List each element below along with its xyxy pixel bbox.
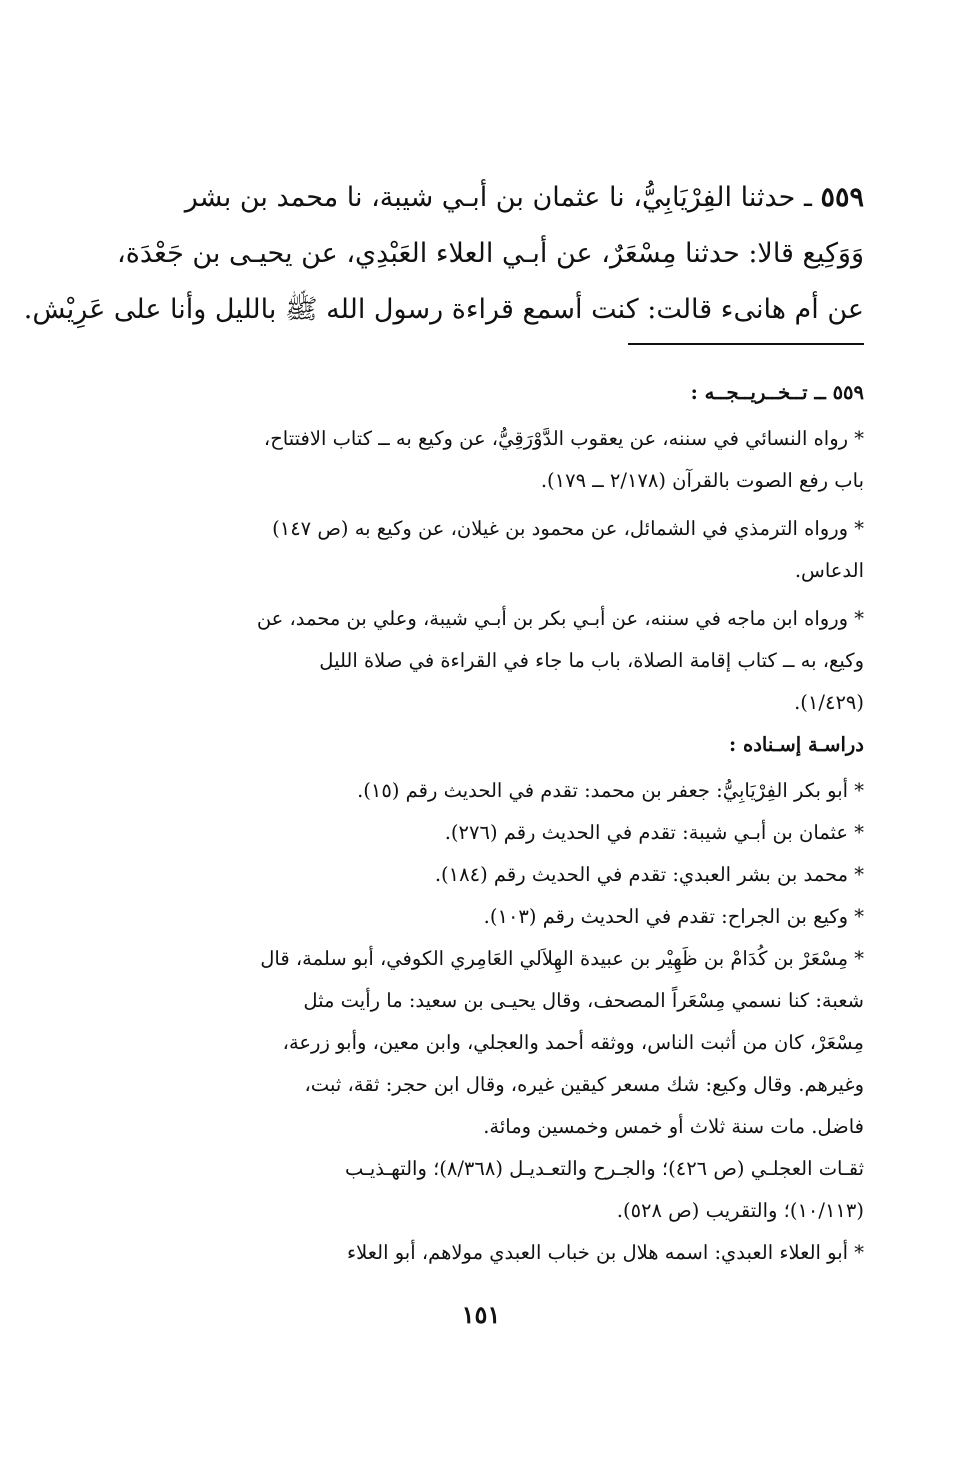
hadith-number: ٥٥٩ <box>820 182 864 213</box>
misar-line: * مِسْعَرْ بن كُدَامْ بن ظَهِيْر بن عبيدة الهِلاَلي العَامِري الكوفي، أبو سلمة، قال <box>260 947 864 970</box>
misar-line: شعبة: كنا نسمي مِسْعَراً المصحف، وقال يحيـى بن سعيد: ما رأيت مثل <box>303 989 864 1012</box>
misar-line: فاضل. مات سنة ثلاث أو خمس وخمسين ومائة. <box>483 1115 864 1138</box>
isnad-item: * أبو بكر الفِرْيَابِيُّ: جعفر بن محمد: تقدم في الحديث رقم (١٥). <box>357 779 864 802</box>
hadith-text <box>23 170 864 338</box>
sources-line: (١٠/١١٣)؛ والتقريب (ص ٥٢٨). <box>616 1199 864 1222</box>
page-number: ١٥١ <box>461 1300 501 1329</box>
abu-alala-line: * أبو العلاء العبدي: اسمه هلال بن خباب العبدي مولاهم، أبو العلاء <box>346 1241 864 1264</box>
hadith-line: وَوَكِيع قالا: حدثنا مِسْعَرٌ، عن أبـي العلاء العَبْدِي، عن يحيـى بن جَعْدَة، <box>117 238 864 269</box>
misar-line: وغيرهم. وقال وكيع: شك مسعر كيقين غيره، وقال ابن حجر: ثقة، ثبت، <box>304 1073 864 1096</box>
isnad-item: * محمد بن بشر العبدي: تقدم في الحديث رقم (١٨٤). <box>434 863 864 886</box>
takhrij-item-line: الدعاس. <box>794 559 864 582</box>
hadith-line <box>114 170 864 226</box>
takhrij-item-line: باب رفع الصوت بالقرآن (٢/١٧٨ ــ ١٧٩). <box>540 469 864 492</box>
isnad-heading: دراسـة إسـناده : <box>729 733 864 756</box>
takhrij-heading: ٥٥٩ ــ تــخــريــجــه : <box>690 381 864 404</box>
misar-line: مِسْعَرْ، كان من أثبت الناس، ووثقه أحمد والعجلي، وابن معين، وأبو زرعة، <box>282 1031 864 1054</box>
takhrij-item-line: * ورواه الترمذي في الشمائل، عن محمود بن غيلان، عن وكيع به (ص ١٤٧) <box>272 517 864 540</box>
isnad-item: * وكيع بن الجراح: تقدم في الحديث رقم (١٠٣). <box>483 905 864 928</box>
hadith-line: عن أم هانىء قالت: كنت أسمع قراءة رسول الله ﷺ بالليل وأنا على عَرِيْش. <box>23 294 864 325</box>
takhrij-item-line: * رواه النسائي في سننه، عن يعقوب الدَّوْرَقِيُّ، عن وكيع به ــ كتاب الافتتاح، <box>263 427 864 450</box>
takhrij-item-line: وكيع، به ــ كتاب إقامة الصلاة، باب ما جاء في القراءة في صلاة الليل <box>319 649 864 672</box>
sources-line: ثقـات العجلـي (ص ٤٢٦)؛ والجـرح والتعـديـل (٨/٣٦٨)؛ والتهـذيـب <box>345 1157 864 1180</box>
footnote-divider <box>628 343 864 345</box>
isnad-item: * عثمان بن أبـي شيبة: تقدم في الحديث رقم (٢٧٦). <box>444 821 864 844</box>
takhrij-item-line: (١/٤٢٩). <box>794 691 864 714</box>
hadith-line-1-text: حدثنا الفِرْيَابِيُّ، نا عثمان بن أبـي شيبة، نا محمد بن بشر <box>184 182 796 213</box>
takhrij-item-line: * ورواه ابن ماجه في سننه، عن أبـي بكر بن أبـي شيبة، وعلي بن محمد، عن <box>256 607 864 630</box>
hadith-dash: ـ <box>803 182 812 213</box>
footnotes <box>114 372 864 1274</box>
